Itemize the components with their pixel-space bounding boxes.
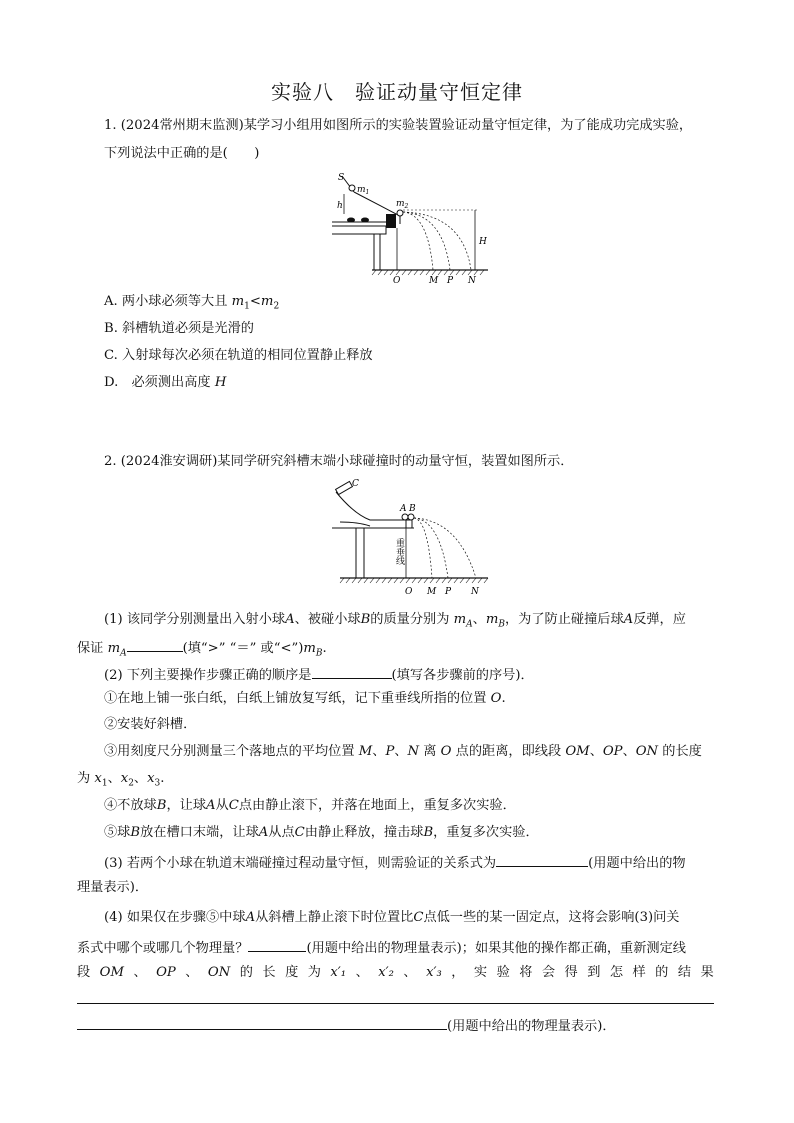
fig1-label-O: O <box>393 276 401 286</box>
q2-step5: ⑤球B放在槽口末端，让球A从点C由静止释放，撞击球B，重复多次实验． <box>104 825 539 840</box>
q2-step1: ①在地上铺一张白纸，白纸上铺放复写纸，记下重垂线所指的位置 O. <box>104 691 506 706</box>
ramp-curve <box>336 492 408 520</box>
q2-stem: 2. (2024淮安调研)某同学研究斜槽末端小球碰撞时的动量守恒，装置如图所示． <box>104 454 574 469</box>
answer-blank-3[interactable] <box>496 852 588 867</box>
answer-blank-1[interactable] <box>127 637 183 652</box>
fig2-label-M: M <box>427 587 437 597</box>
q2-step4: ④不放球B，让球A从C点由静止滚下，并落在地面上，重复多次实验． <box>104 798 516 813</box>
fig2-label-P: P <box>445 587 452 597</box>
page-title: 实验八 验证动量守恒定律 <box>271 80 523 104</box>
fig2-label-C: C <box>352 479 359 489</box>
q2-step2: ②安装好斜槽． <box>104 717 197 732</box>
q1-option-c: C. 入射球每次必须在轨道的相同位置静止释放 <box>104 348 373 363</box>
ball-m1 <box>349 185 355 191</box>
ball-m2 <box>397 210 403 216</box>
q1-stem-line1: 1. (2024常州期末监测)某学习小组用如图所示的实验装置验证动量守恒定律，为了能成功完成实验， <box>104 118 693 133</box>
fig1-label-m1: $m_1$ <box>357 185 370 196</box>
q1-apparatus-figure <box>328 170 498 288</box>
fig2-label-plumb-line: 重垂线 <box>394 538 404 565</box>
ball-B <box>408 514 414 520</box>
q2-part1-line1: (1) 该同学分别测量出入射小球A、被碰小球B的质量分别为 $m_A$、$m_B$，为了防止碰撞后球A反弹，应 <box>104 612 686 630</box>
fig2-label-A: A <box>400 504 407 514</box>
q2-part4-line2: 系式中哪个或哪几个物理量？ (用题中给出的物理量表示)；如果其他的操作都正确，重新测定线 <box>77 937 691 958</box>
fig1-label-N: N <box>468 276 476 286</box>
fig1-label-m2: $m_2$ <box>396 199 409 210</box>
answer-blank-2[interactable] <box>312 664 392 679</box>
q2-step3-line2: 为 $x_1$、$x_2$、$x_3$. <box>77 771 165 789</box>
fig1-label-H: H <box>479 237 487 247</box>
q1-option-d: D. 必须测出高度 H <box>104 375 227 390</box>
fig2-label-B: B <box>409 504 416 514</box>
q2-part1-line2: 保证 $m_A$ (填“>” “＝” 或“$<”)m_B$. <box>77 637 691 663</box>
q2-part4-line1: (4) 如果仅在步骤⑤中球A从斜槽上静止滚下时位置比C点低一些的某一固定点，这将会影响(3)问关 <box>104 910 680 925</box>
q2-part4-line3: 段 OM 、 OP 、 ON 的 长 度 为 x′₁ 、 x′₂ 、 x′₃ ， 实 验 将 会 得 到 怎 样 的 结 果 <box>77 965 714 980</box>
q1-option-a: A. 两小球必须等大且 $m_1<m_2$ <box>104 294 280 312</box>
fig1-label-S: S <box>338 173 345 183</box>
fig1-label-M: M <box>429 276 439 286</box>
answer-line-5[interactable] <box>77 1003 714 1004</box>
release-holder <box>336 481 353 494</box>
q2-apparatus-figure <box>328 478 498 600</box>
table-top <box>332 226 386 234</box>
fig2-label-N: N <box>471 587 479 597</box>
ball-A <box>402 514 408 520</box>
q2-part3-line2: 理量表示)． <box>77 880 149 895</box>
q2-step3-line1: ③用刻度尺分别测量三个落地点的平均位置 M、P、N 离 O 点的距离，即线段 OM、OP、ON 的长度 <box>104 744 702 759</box>
q2-part2: (2) 下列主要操作步骤正确的顺序是 (填写各步骤前的序号)． <box>104 664 718 685</box>
answer-blank-6[interactable] <box>77 1015 447 1030</box>
ramp-end-block <box>386 214 396 228</box>
q2-part3-line1: (3) 若两个小球在轨道末端碰撞过程动量守恒，则需验证的关系式为 (用题中给出的物 <box>104 852 718 873</box>
fig1-label-h: h <box>337 201 343 211</box>
q1-option-b: B. 斜槽轨道必须是光滑的 <box>104 321 254 336</box>
fig1-label-P: P <box>447 276 454 286</box>
answer-blank-4[interactable] <box>248 937 306 952</box>
q1-stem-line2: 下列说法中正确的是( ) <box>104 146 260 161</box>
fig2-label-O: O <box>405 587 413 597</box>
q2-part4-line5: (用题中给出的物理量表示)． <box>77 1015 717 1036</box>
